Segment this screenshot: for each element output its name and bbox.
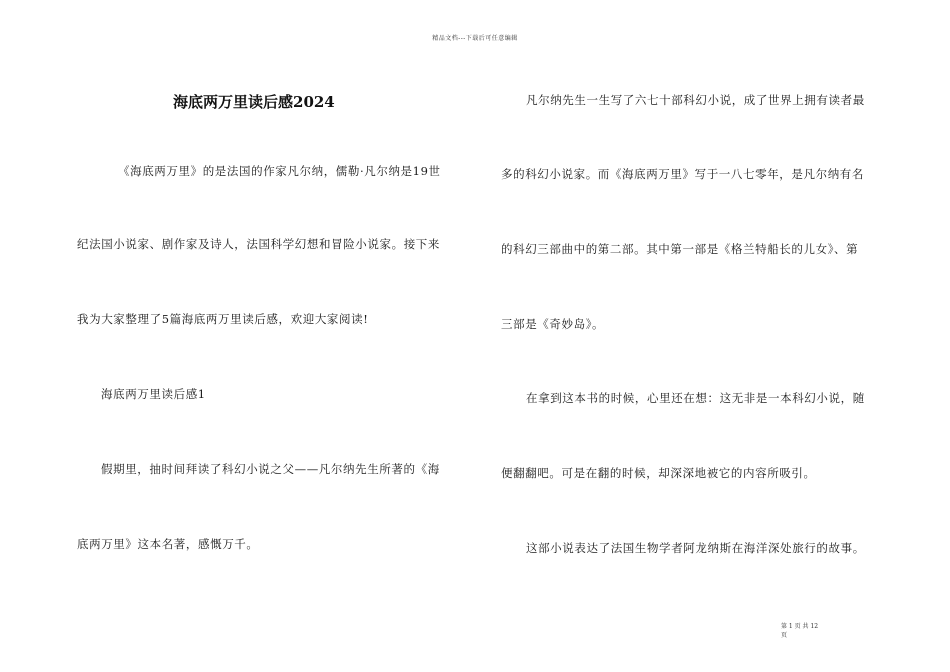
- paragraph-line: 凡尔纳先生一生写了六七十部科幻小说，成了世界上拥有读者最: [526, 93, 865, 107]
- paragraph-line: 的科幻三部曲中的第二部。其中第一部是《格兰特船长的儿女》、第: [501, 242, 859, 256]
- paragraph-line: 三部是《奇妙岛》。: [501, 317, 605, 331]
- paragraph-line: 便翻翻吧。可是在翻的时候，却深深地被它的内容所吸引。: [501, 466, 816, 480]
- page-number-line: 页: [781, 632, 788, 639]
- paragraph-line: 我为大家整理了5篇海底两万里读后感，欢迎大家阅读!: [77, 312, 369, 326]
- section-heading: 海底两万里读后感1: [101, 387, 206, 401]
- paragraph-line: 在拿到这本书的时候，心里还在想：这无非是一本科幻小说，随: [526, 391, 865, 405]
- paragraph-line: 这部小说表达了法国生物学者阿龙纳斯在海洋深处旅行的故事。: [526, 541, 865, 555]
- page-title: 海底两万里读后感2024: [173, 93, 335, 111]
- page-number: [781, 622, 841, 640]
- page-number-line: 第 1 页 共 12: [781, 623, 819, 630]
- paragraph-line: 纪法国小说家、剧作家及诗人，法国科学幻想和冒险小说家。接下来: [77, 237, 440, 251]
- paragraph-line: 底两万里》这本名著，感慨万千。: [77, 537, 259, 551]
- paragraph-line: 《海底两万里》的是法国的作家凡尔纳，儒勒·凡尔纳是19世: [118, 164, 441, 178]
- header-note: 精品文档---下载后可任意编辑: [432, 35, 518, 42]
- paragraph-line: 多的科幻小说家。而《海底两万里》写于一八七零年，是凡尔纳有名: [501, 167, 864, 181]
- paragraph-line: 假期里，抽时间拜读了科幻小说之父——凡尔纳先生所著的《海: [101, 462, 440, 476]
